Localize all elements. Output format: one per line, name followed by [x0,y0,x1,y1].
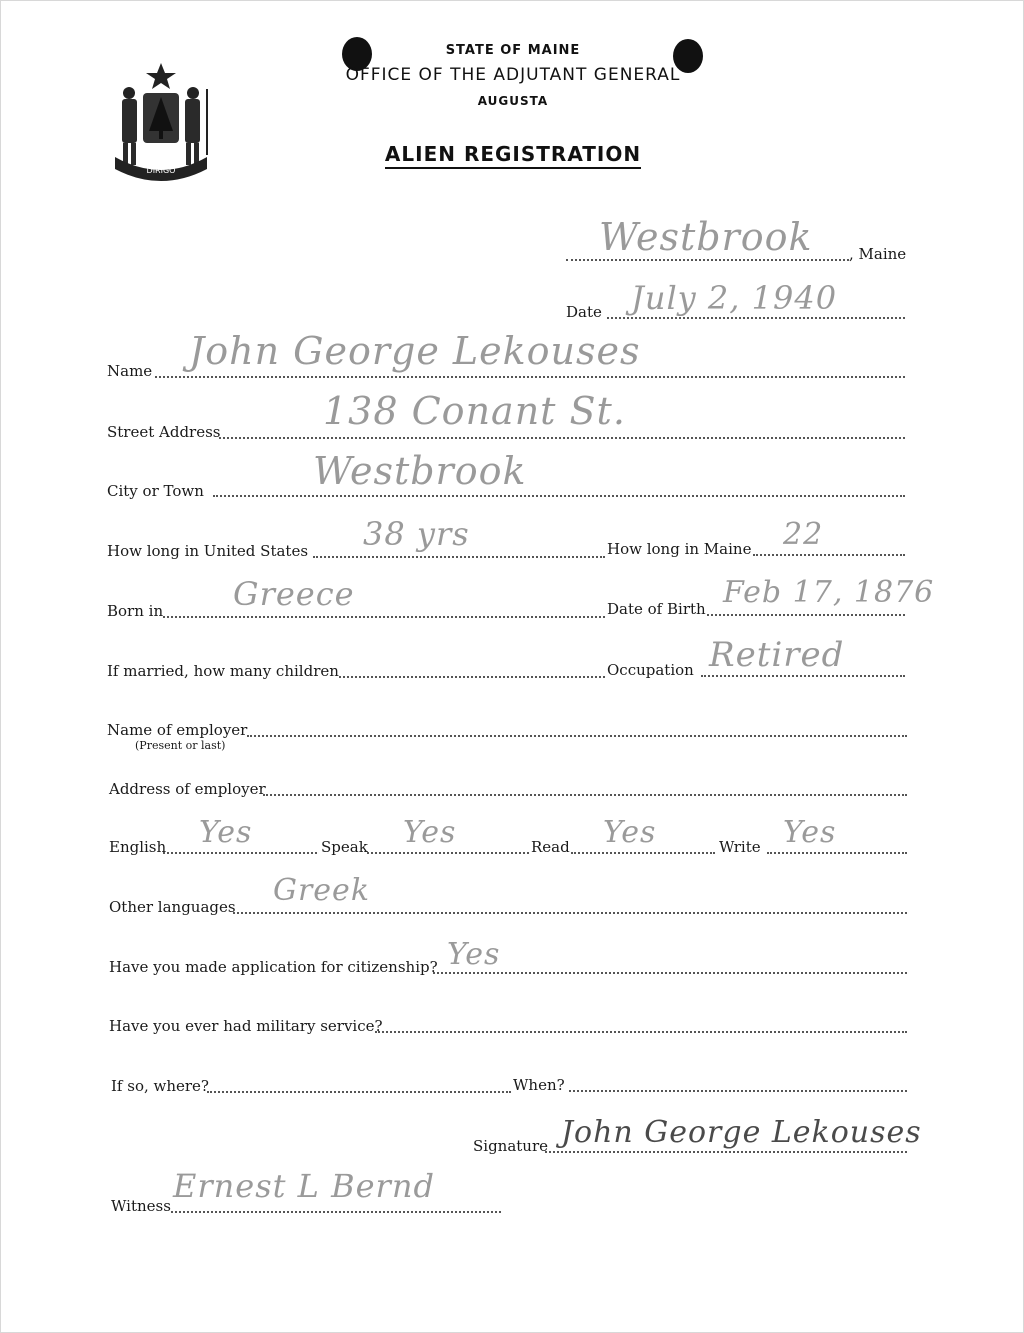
city-label: City or Town [107,482,204,500]
born-in-label: Born in [107,602,164,620]
occupation-label: Occupation [607,661,694,679]
employer-name-label: Name of employer [107,721,248,739]
employer-note: (Present or last) [135,739,226,752]
header-office: OFFICE OF THE ADJUTANT GENERAL [345,65,681,85]
form-title [1,142,1024,169]
english-label: English [109,838,167,856]
write-label: Write [719,838,761,856]
witness-value: Ernest L Bernd [173,1167,435,1205]
date-of-birth-value: Feb 17, 1876 [723,575,935,610]
write-value: Yes [783,815,837,850]
married-children-label: If married, how many children [107,662,339,680]
signature-value: John George Lekouses [561,1115,922,1150]
header-state: STATE OF MAINE [445,43,581,58]
date-of-birth-label: Date of Birth [607,600,706,618]
name-label: Name [107,362,153,380]
name-value: John George Lekouses [189,329,641,373]
employer-address-label: Address of employer [109,780,266,798]
military-label: Have you ever had military service? [109,1017,383,1035]
city-value: Westbrook [313,449,527,493]
how-long-maine-value: 22 [783,517,824,552]
town-value: Westbrook [599,215,813,259]
signature-label: Signature [473,1137,549,1155]
speak-label: Speak [321,838,368,856]
maine-label: , Maine [849,245,907,263]
how-long-us-label: How long in United States [107,542,309,560]
street-label: Street Address [107,423,221,441]
when-label: When? [513,1076,565,1094]
born-in-value: Greece [233,575,355,613]
witness-label: Witness [111,1197,171,1215]
citizenship-value: Yes [447,937,501,972]
if-so-where-label: If so, where? [111,1077,209,1095]
how-long-us-value: 38 yrs [363,515,470,553]
header-city: AUGUSTA [477,94,549,108]
speak-value: Yes [403,815,457,850]
other-languages-value: Greek [273,873,370,908]
other-languages-label: Other languages [109,898,236,916]
read-label: Read [531,838,570,856]
citizenship-label: Have you made application for citizenship? [109,958,438,976]
date-value: July 2, 1940 [631,279,838,317]
date-label: Date [566,303,602,321]
read-value: Yes [603,815,657,850]
occupation-value: Retired [709,635,845,675]
how-long-maine-label: How long in Maine [607,540,752,558]
form-title-text: ALIEN REGISTRATION [385,142,641,169]
english-value: Yes [199,815,253,850]
street-value: 138 Conant St. [323,389,626,433]
seal-motto: DIRIGO [146,166,176,175]
